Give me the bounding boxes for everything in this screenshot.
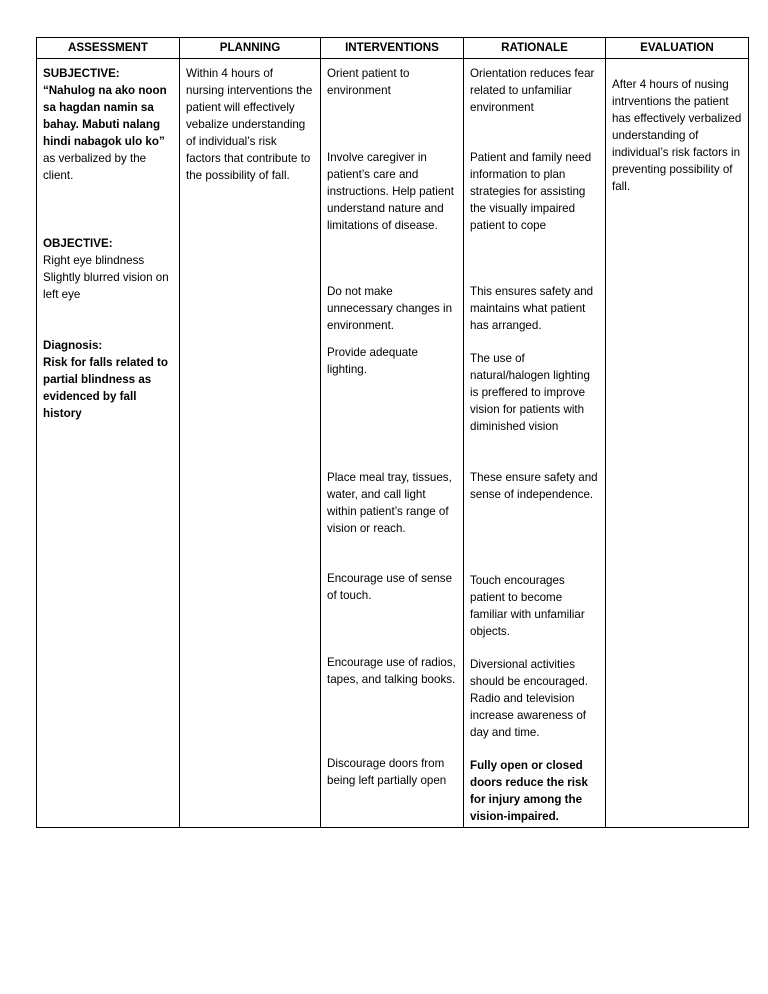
intervention-item: Involve caregiver in patient’s care and instructions. Help patient understand nature and limitations of disease. [327, 151, 454, 232]
rationale-item: Fully open or closed doors reduce the risk for injury among the vision-impaired. [470, 759, 588, 823]
header-planning: PLANNING [180, 38, 321, 59]
assessment-cell [37, 59, 180, 828]
subjective-label: SUBJECTIVE: [43, 67, 120, 80]
intervention-item: Provide adequate lighting. [327, 346, 418, 376]
rationale-item: The use of natural/halogen lighting is preffered to improve vision for patients with diminished vision [470, 352, 590, 433]
intervention-item: Do not make unnecessary changes in environment. [327, 285, 453, 332]
intervention-item: Encourage use of sense of touch. [327, 572, 453, 602]
objective-line: Right eye blindness [43, 254, 145, 267]
subjective-statement [43, 82, 173, 184]
evaluation-text: After 4 hours of nusing intrventions the patient has effectively verbalized understanding of individual’s risk factors in preventing possibility of fall. [612, 78, 742, 193]
header-assessment: ASSESSMENT [37, 38, 180, 59]
rationale-item: Orientation reduces fear related to unfamiliar environment [470, 67, 595, 114]
planning-cell [180, 59, 321, 828]
header-rationale: RATIONALE [464, 38, 606, 59]
diagnosis-text: Risk for falls related to partial blindness as evidenced by fall history [43, 356, 168, 420]
subjective-quote: “Nahulog na ako noon sa hagdan namin sa bahay. Mabuti nalang hindi nabagok ulo ko” [43, 84, 167, 148]
objective-line: Slightly blurred vision on left eye [43, 271, 169, 301]
diagnosis-label: Diagnosis: [43, 339, 103, 352]
intervention-item: Place meal tray, tissues, water, and call light within patient’s range of vision or reach. [327, 471, 452, 535]
rationale-item: Touch encourages patient to become familiar with unfamiliar objects. [470, 574, 585, 638]
rationale-item: This ensures safety and maintains what patient has arranged. [470, 285, 594, 332]
intervention-item: Encourage use of radios, tapes, and talking books. [327, 656, 456, 686]
header-evaluation: EVALUATION [606, 38, 749, 59]
rationale-cell [464, 59, 606, 828]
intervention-item: Orient patient to environment [327, 67, 410, 97]
intervention-item: Discourage doors from being left partially open [327, 757, 447, 787]
planning-text: Within 4 hours of nursing interventions the patient will effectively vebalize understanding of individual’s risk factors that contribute to the possibility of fall. [186, 67, 313, 182]
content-row [37, 59, 749, 828]
interventions-cell [321, 59, 464, 828]
rationale-item: Diversional activities should be encouraged. Radio and television increase awareness of day and time. [470, 658, 588, 739]
subjective-suffix: as verbalized by the client. [43, 152, 147, 182]
header-interventions: INTERVENTIONS [321, 38, 464, 59]
rationale-item: Patient and family need information to plan strategies for assisting the visually impaired patient to cope [470, 151, 592, 232]
nursing-care-plan-table [36, 37, 749, 828]
objective-label: OBJECTIVE: [43, 237, 113, 250]
header-row [37, 38, 749, 59]
rationale-item: These ensure safety and sense of independence. [470, 471, 598, 501]
evaluation-cell [606, 59, 749, 828]
